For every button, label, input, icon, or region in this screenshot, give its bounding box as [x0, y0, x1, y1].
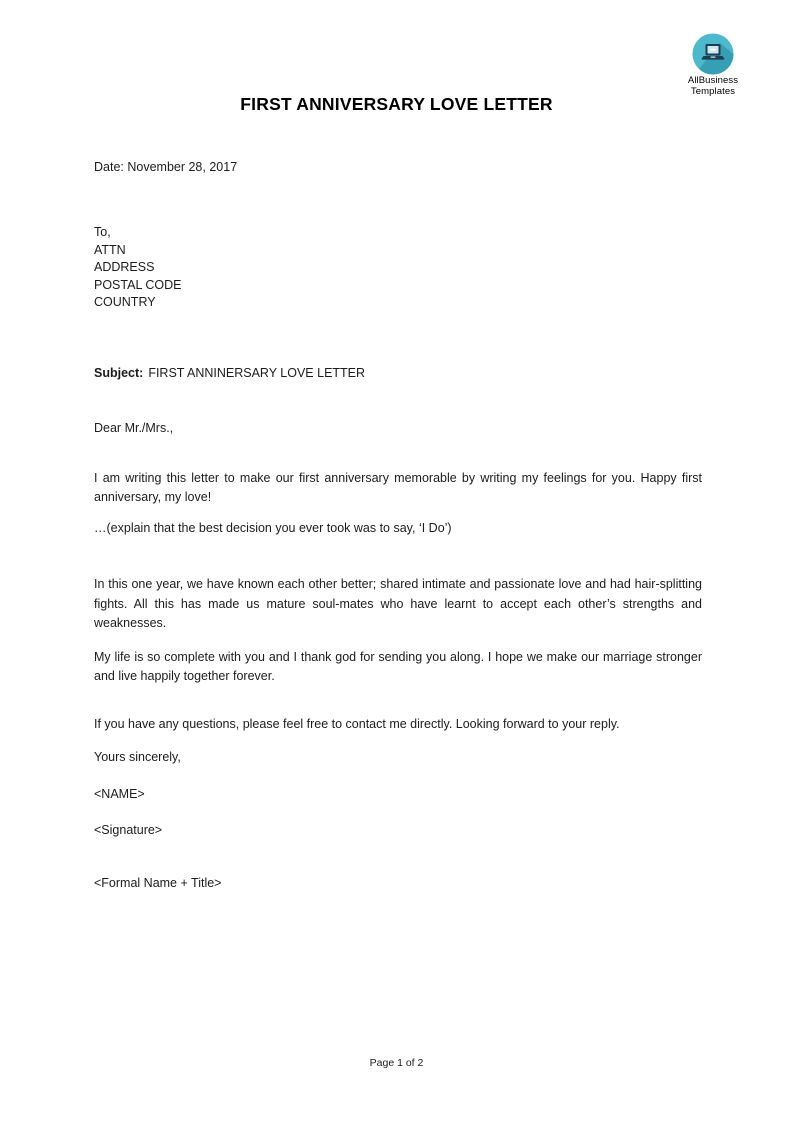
subject-text: FIRST ANNINERSARY LOVE LETTER — [148, 366, 366, 380]
letter-paragraph-body: In this one year, we have known each other better; shared intimate and passionate love and had hair-splitting fights. All this has made us mature soul-mates who have learnt to accept each other’s strengths and weaknesses. — [94, 577, 702, 631]
salutation: Dear Mr./Mrs., — [94, 421, 174, 435]
recipient-block — [94, 224, 702, 312]
laptop-base-notch — [711, 57, 716, 58]
brand-name-line1: AllBusiness — [687, 75, 739, 86]
placeholder-signature: <Signature> — [94, 823, 163, 837]
placeholder-formal-name-title: <Formal Name + Title> — [94, 876, 222, 890]
recipient-line-to: To, — [94, 225, 111, 239]
recipient-line-address: ADDRESS — [94, 260, 155, 275]
letter-paragraph-intro: I am writing this letter to make our first anniversary memorable by writing my feelings for you. Happy first anniversary, my love! — [94, 471, 702, 504]
laptop-screen-bar — [711, 49, 716, 51]
letter-paragraph-prompt: …(explain that the best decision you ever took was to say, ‘I Do’) — [94, 521, 452, 535]
subject-line — [94, 364, 702, 383]
brand-logo — [685, 33, 741, 97]
closing-line: Yours sincerely, — [94, 750, 181, 764]
brand-name-line2: Templates — [690, 85, 736, 97]
laptop-icon — [692, 33, 734, 75]
date-line: Date: November 28, 2017 — [94, 160, 238, 174]
recipient-line-postal-code: POSTAL CODE — [94, 277, 182, 292]
recipient-line-attn: ATTN — [94, 242, 126, 257]
subject-label: Subject: — [94, 366, 144, 380]
letter-title: FIRST ANNIVERSARY LOVE LETTER — [240, 94, 553, 114]
letter-paragraph-body-2: My life is so complete with you and I thank god for sending you along. I hope we make our marriage stronger and live happily together forever. — [94, 650, 702, 683]
letter-paragraph-contact: If you have any questions, please feel free to contact me directly. Looking forward to your reply. — [94, 717, 620, 731]
page-number-footer: Page 1 of 2 — [369, 1057, 424, 1069]
placeholder-name: <NAME> — [94, 787, 145, 801]
recipient-line-country: COUNTRY — [94, 295, 156, 310]
